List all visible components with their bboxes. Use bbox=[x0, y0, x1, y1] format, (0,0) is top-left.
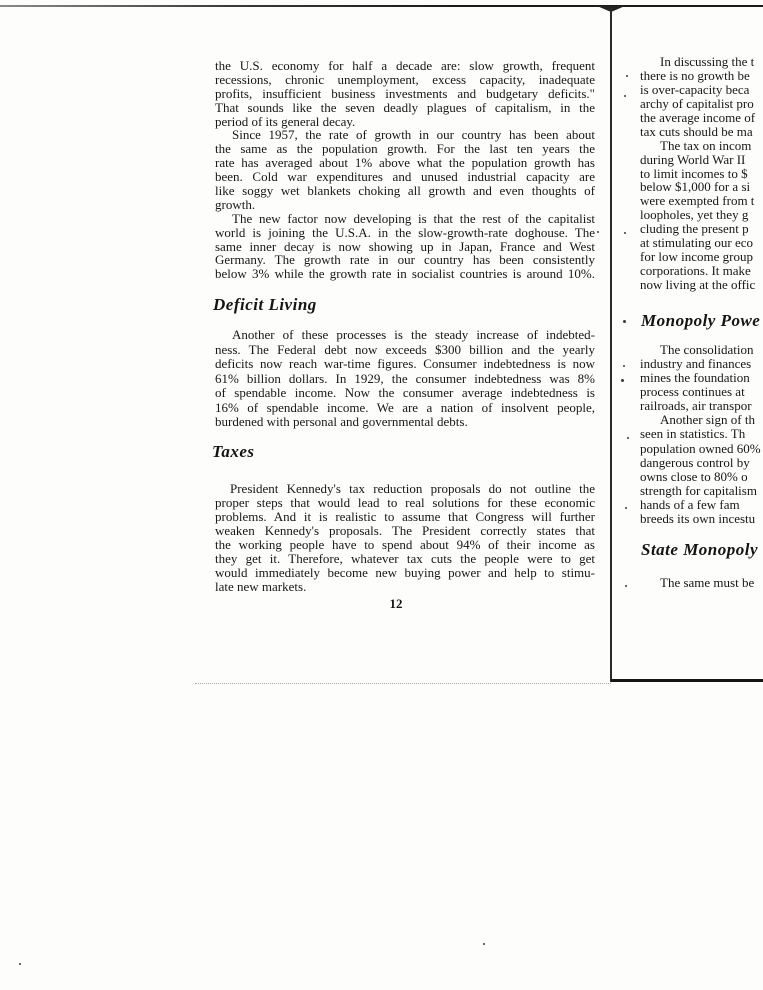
body-text-line: railroads, air transpor bbox=[640, 398, 752, 414]
body-text-line: President Kennedy's tax reduction proposals do not outline the bbox=[230, 481, 595, 496]
body-text-line: the working people have to spend about 94% of their income as bbox=[215, 537, 595, 552]
body-text-line: That sounds like the seven deadly plagues of capitalism, in the bbox=[215, 99, 595, 115]
body-text-line: archy of capitalist pro bbox=[640, 95, 754, 111]
body-text-line: during World War II bbox=[640, 151, 746, 167]
deficit-living-text bbox=[215, 328, 595, 430]
bottom-page-edge-left bbox=[195, 683, 611, 684]
body-text-line: breeds its own incestu bbox=[640, 510, 756, 526]
right-page bbox=[640, 0, 763, 990]
body-text-line: industry and finances bbox=[640, 356, 752, 372]
body-text-line: hands of a few fam bbox=[640, 496, 740, 512]
body-text-line: deficits now reach war-time figures. Consumer indebtedness is now bbox=[215, 356, 595, 371]
body-text-line: cluding the present p bbox=[640, 221, 749, 237]
right-intro-text bbox=[640, 55, 763, 292]
body-text-line: world is joining the U.S.A. in the slow-growth-rate doghouse. The bbox=[215, 224, 595, 240]
body-text-line: would immediately become new buying power and help to stimu- bbox=[215, 565, 595, 580]
body-text-line: burdened with personal and governmental debts. bbox=[215, 414, 468, 429]
body-text-line: 61% billion dollars. In 1929, the consumer indebtedness was 8% bbox=[215, 370, 595, 386]
body-text-line: were exempted from t bbox=[640, 193, 755, 209]
body-text-line: corporations. It make bbox=[640, 263, 751, 279]
body-text-line: The tax on incom bbox=[660, 137, 752, 153]
body-text-line: like soggy wet blankets choking all growth and even thoughts of bbox=[215, 183, 595, 199]
body-text-line: Germany. The growth rate in our country has been consistently bbox=[215, 252, 595, 268]
body-text-line: seen in statistics. Th bbox=[640, 426, 746, 442]
scan-speck bbox=[624, 232, 626, 234]
body-text-line: there is no growth be bbox=[640, 67, 750, 83]
body-text-line: process continues at bbox=[640, 384, 745, 400]
body-text-line: recessions, chronic unemployment, excess capacity, inadequate bbox=[215, 71, 595, 87]
body-text-line: the same as the population growth. For the last ten years the bbox=[215, 141, 595, 157]
body-text-line: at stimulating our eco bbox=[640, 235, 754, 251]
body-text-line: now living at the offic bbox=[640, 277, 756, 292]
state-monopoly-text bbox=[640, 576, 763, 590]
body-text-line: late new markets. bbox=[215, 579, 307, 594]
body-text-line: owns close to 80% o bbox=[640, 468, 748, 484]
page-gutter-line bbox=[610, 7, 612, 682]
body-text-line: tax cuts should be ma bbox=[640, 123, 753, 139]
body-text-line: of spendable income. Now the consumer average indebtedness is bbox=[215, 385, 595, 400]
body-text-line: they get it. Therefore, whatever tax cuts the people were to get bbox=[215, 551, 595, 566]
body-text-line: 16% of spendable income. We are a nation of insolvent people, bbox=[215, 399, 595, 415]
body-text-line: The consolidation bbox=[660, 342, 754, 357]
scan-speck bbox=[625, 585, 627, 587]
section-heading-monopoly-power: Monopoly Powe bbox=[641, 311, 761, 330]
body-text-line: the average income of bbox=[640, 109, 756, 125]
section-heading-taxes: Taxes bbox=[212, 442, 255, 461]
page-number: 12 bbox=[389, 596, 403, 611]
scan-speck bbox=[621, 379, 624, 382]
body-text-line: loopholes, yet they g bbox=[640, 207, 749, 223]
body-text-line: problems. And it is realistic to assume that Congress will further bbox=[215, 509, 595, 524]
scan-speck bbox=[623, 320, 626, 323]
scan-speck bbox=[19, 963, 21, 965]
body-text-line: population owned 60% bbox=[640, 440, 761, 456]
scan-speck bbox=[625, 507, 627, 509]
body-text-line: to limit incomes to $ bbox=[640, 165, 748, 181]
body-text-line: growth. bbox=[215, 196, 256, 212]
scan-speck bbox=[624, 95, 626, 97]
body-text-line: strength for capitalism bbox=[640, 482, 757, 498]
body-text-line: ness. The Federal debt now exceeds $300 billion and the yearly bbox=[215, 341, 595, 357]
scan-speck bbox=[623, 365, 625, 367]
scan-speck bbox=[627, 437, 629, 439]
body-text-line: weaken Kennedy's proposals. The President correctly states that bbox=[215, 523, 595, 538]
scan-speck bbox=[483, 943, 485, 945]
body-text-line: same inner decay is now showing up in Japan, France and West bbox=[215, 238, 595, 254]
body-text-line: period of its general decay. bbox=[215, 113, 356, 129]
body-text-line: In discussing the t bbox=[660, 54, 755, 69]
body-text-line: the U.S. economy for half a decade are: slow growth, frequent bbox=[215, 58, 595, 73]
body-text-line: Another sign of th bbox=[660, 412, 755, 428]
body-text-line: mines the foundation bbox=[640, 370, 750, 386]
body-text-line: Since 1957, the rate of growth in our country has been about bbox=[232, 127, 595, 143]
scan-speck bbox=[626, 75, 628, 77]
body-text-line: is over-capacity beca bbox=[640, 81, 750, 97]
left-intro-text bbox=[215, 59, 595, 281]
taxes-text bbox=[215, 482, 595, 594]
body-text-line: proper steps that would lead to real solutions for these economic bbox=[215, 495, 595, 510]
body-text-line: been. Cold war expenditures and unused industrial capacity are bbox=[215, 169, 595, 185]
body-text-line: profits, insufficient business investments and budgetary deficits." bbox=[215, 85, 595, 101]
section-heading-deficit-living: Deficit Living bbox=[213, 295, 317, 314]
scan-speck bbox=[597, 231, 599, 233]
body-text-line: below $1,000 for a si bbox=[640, 179, 751, 195]
body-text-line: The same must be bbox=[660, 575, 755, 590]
section-heading-state-monopoly: State Monopoly bbox=[641, 540, 759, 559]
body-text-line: below 3% while the growth rate in socialist countries is around 10%. bbox=[215, 266, 595, 282]
body-text-line: for low income group bbox=[640, 249, 754, 265]
monopoly-power-text bbox=[640, 343, 763, 526]
body-text-line: rate has averaged about 1% above what the population growth has bbox=[215, 155, 595, 171]
body-text-line: The new factor now developing is that the rest of the capitalist bbox=[232, 210, 595, 226]
body-text-line: Another of these processes is the steady increase of indebted- bbox=[232, 327, 595, 342]
body-text-line: dangerous control by bbox=[640, 454, 750, 470]
